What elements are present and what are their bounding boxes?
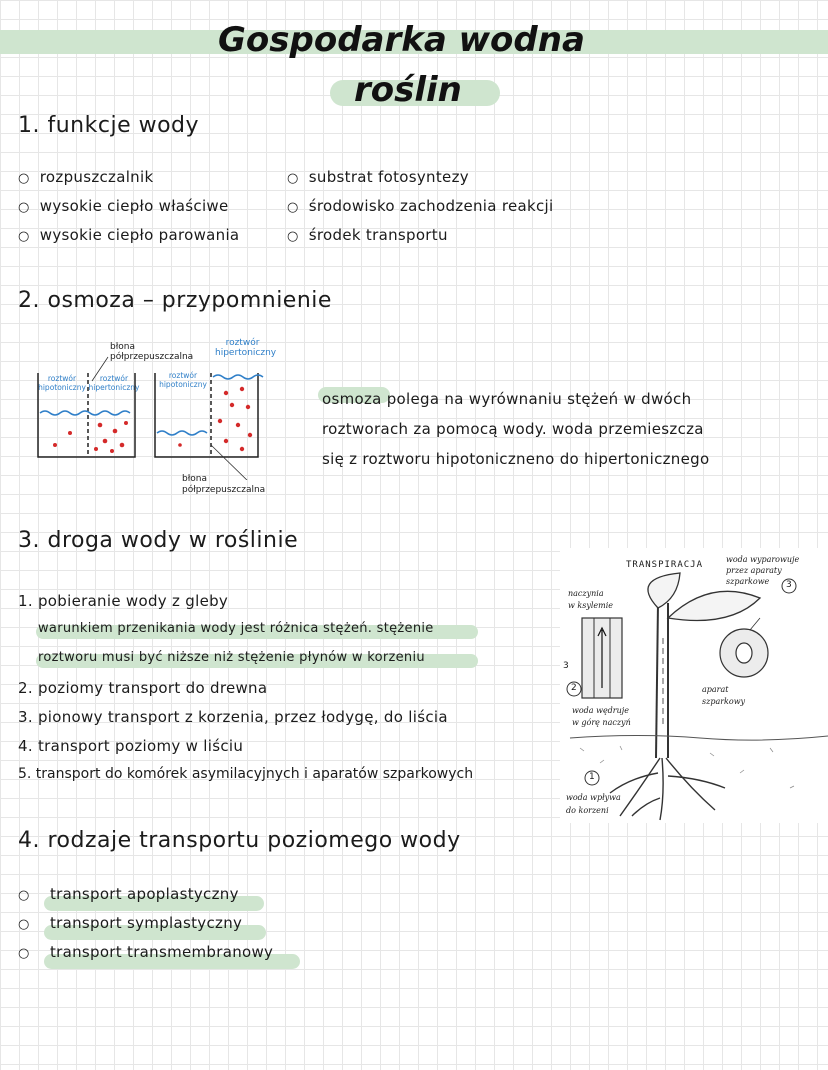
- list-item: ○ wysokie ciepło właściwe: [18, 197, 229, 215]
- section1-left-list: [18, 168, 239, 255]
- text-line: roztworach za pomocą wody. woda przemieszcza: [322, 420, 704, 438]
- section4-list: [18, 885, 273, 972]
- rises-label: woda wędruje w górę naczyń: [572, 706, 631, 727]
- marker-2: 2: [571, 683, 577, 693]
- evaporation-label: woda wyparowuje przez aparaty szparkowe: [726, 555, 800, 586]
- list-note: warunkiem przenikania wody jest różnica stężeń. stężenie: [38, 621, 434, 636]
- membrane-label-bottom: błona półprzepuszczalna: [182, 474, 266, 495]
- hypertonic-label-top: roztwór hipertoniczny: [215, 338, 277, 358]
- text-line: osmoza polega na wyrównaniu stężeń w dwóch: [322, 390, 692, 408]
- section1-heading: 1. funkcje wody: [18, 113, 200, 138]
- text-line: się z roztworu hipotoniczneno do hipertonicznego: [322, 450, 710, 468]
- vessels-label: naczynia w ksylemie: [568, 589, 614, 610]
- transpiration-title: TRANSPIRACJA: [626, 560, 704, 570]
- list-item: 2. poziomy transport do drewna: [18, 679, 268, 697]
- osmosis-diagram: [30, 345, 280, 480]
- list-item: ○ substrat fotosyntezy: [287, 168, 469, 186]
- list-item: 4. transport poziomy w liściu: [18, 737, 244, 755]
- section2-heading: 2. osmoza – przypomnienie: [18, 288, 332, 313]
- list-note: roztworu musi być niższe niż stężenie płynów w korzeniu: [38, 650, 425, 665]
- hypotonic-label-right: roztwór hipotoniczny: [159, 371, 207, 389]
- osmosis-description: [322, 384, 709, 474]
- page-title: Gospodarka wodna: [218, 20, 585, 60]
- section1-right-list: [287, 168, 553, 255]
- list-item: ○ transport apoplastyczny: [18, 885, 239, 903]
- list-item: ○ wysokie ciepło parowania: [18, 226, 240, 244]
- section4-heading: 4. rodzaje transportu poziomego wody: [18, 828, 461, 853]
- list-item: 1. pobieranie wody z gleby: [18, 592, 229, 610]
- list-item: 5. transport do komórek asymilacyjnych i aparatów szparkowych: [18, 766, 474, 782]
- list-item: ○ środek transportu: [287, 226, 448, 244]
- hypertonic-label-left: roztwór hipertoniczny: [88, 374, 140, 392]
- section3-heading: 3. droga wody w roślinie: [18, 528, 299, 553]
- transpiration-figure: [560, 548, 828, 823]
- list-item: ○ transport transmembranowy: [18, 943, 274, 961]
- membrane-label-top: błona półprzepuszczalna: [110, 342, 194, 362]
- hypotonic-label-left: roztwór hipotoniczny: [38, 374, 86, 392]
- inflow-label: woda wpływa do korzeni: [566, 793, 621, 815]
- section3-list: [18, 592, 473, 795]
- marker-3: 3: [786, 580, 792, 590]
- marker-3-side: 3: [563, 661, 569, 671]
- stoma-label: aparat szparkowy: [702, 685, 746, 706]
- list-item: 3. pionowy transport z korzenia, przez łodygę, do liścia: [18, 708, 448, 726]
- list-item: ○ transport symplastyczny: [18, 914, 243, 932]
- marker-1: 1: [589, 772, 595, 782]
- page-subtitle: roślin: [354, 70, 462, 110]
- list-item: ○ środowisko zachodzenia reakcji: [287, 197, 554, 215]
- list-item: ○ rozpuszczalnik: [18, 168, 154, 186]
